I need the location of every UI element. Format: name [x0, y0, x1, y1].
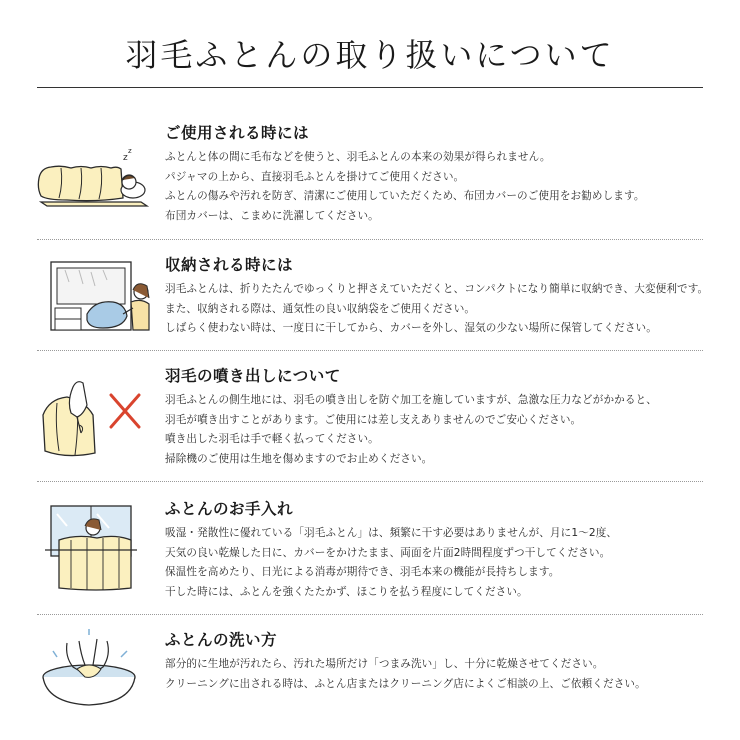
hand-wash-basin-icon — [37, 627, 157, 717]
section-care — [37, 482, 703, 615]
page-title: 羽毛ふとんの取り扱いについて — [125, 36, 615, 74]
section-heading: 羽毛の噴き出しについて — [165, 367, 341, 385]
section-usage-text — [165, 122, 703, 226]
section-line: 噴き出した羽毛は手で軽く払ってください。 — [165, 433, 379, 446]
drying-futon-icon — [37, 504, 157, 594]
section-storage — [37, 240, 709, 351]
section-line: 部分的に生地が汚れたら、汚れた場所だけ「つまみ洗い」し、十分に乾燥させてください。 — [165, 658, 604, 670]
section-line: 羽毛が噴き出すことがあります。ご使用には差し支えありませんのでご安心ください。 — [165, 413, 582, 426]
section-line: 保温性を高めたり、日光による消毒が期待でき、羽毛本来の機能が長持ちします。 — [165, 566, 560, 579]
section-feather-leak-text — [165, 365, 703, 469]
section-line: パジャマの上から、直接羽毛ふとんを掛けてご使用ください。 — [165, 170, 465, 183]
svg-text:z: z — [128, 147, 132, 155]
section-line: ふとんの傷みや汚れを防ぎ、清潔にご使用していただくため、布団カバーのご使用をお勧めします。 — [165, 190, 645, 203]
section-heading: ふとんのお手入れ — [165, 500, 294, 518]
section-usage — [37, 112, 703, 240]
section-storage-text — [165, 254, 709, 339]
section-line: クリーニングに出される時は、ふとん店またはクリーニング店によくご相談の上、ご依頼ください。 — [165, 677, 646, 690]
section-line: 吸湿・発散性に優れている「羽毛ふとん」は、頻繁に干す必要はありませんが、月に1〜2度、 — [165, 527, 618, 539]
no-pulling-feather-icon — [37, 375, 157, 465]
section-heading: ふとんの洗い方 — [165, 631, 278, 649]
section-heading: ご使用される時には — [165, 124, 310, 142]
section-line: しばらく使わない時は、一度日に干してから、カバーを外し、湿気の少ない場所に保管してください。 — [165, 322, 657, 335]
section-line: 天気の良い乾燥した日に、カバーをかけたまま、両面を片面2時間程度ずつ干してください。 — [165, 546, 611, 559]
storing-futon-icon — [37, 256, 157, 346]
sleeping-person-icon — [37, 136, 157, 226]
section-washing — [37, 615, 703, 725]
section-line: 干した時には、ふとんを強くたたかず、ほこりを払う程度にしてください。 — [165, 585, 528, 598]
title-divider — [37, 87, 703, 88]
section-line: 羽毛ふとんの側生地には、羽毛の噴き出しを防ぐ加工を施していますが、急激な圧力などがかかると、 — [165, 394, 657, 406]
svg-text:z: z — [123, 153, 128, 163]
section-heading: 収納される時には — [165, 256, 294, 274]
section-line: 羽毛ふとんは、折りたたんでゆっくりと押さえていただくと、コンパクトになり簡単に収納でき、大変便利です。 — [165, 283, 709, 295]
section-care-text — [165, 498, 703, 602]
section-line: ふとんと体の間に毛布などを使うと、羽毛ふとんの本来の効果が得られません。 — [165, 151, 551, 163]
section-washing-text — [165, 629, 703, 694]
section-feather-leak — [37, 351, 703, 482]
section-line: 掃除機のご使用は生地を傷めますのでお止めください。 — [165, 452, 433, 465]
section-line: また、収納される際は、通気性の良い収納袋をご使用ください。 — [165, 302, 476, 315]
section-line: 布団カバーは、こまめに洗濯してください。 — [165, 209, 379, 222]
